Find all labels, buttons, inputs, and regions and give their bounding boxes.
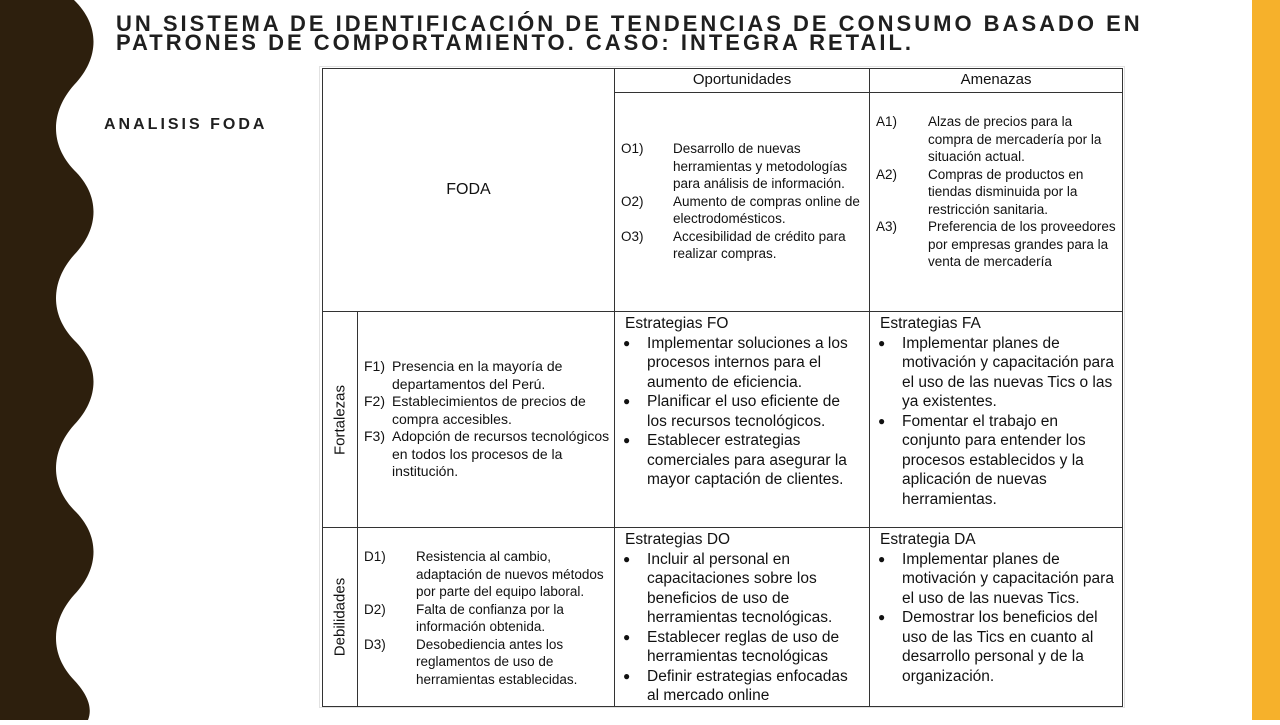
oportunidades-cell: [615, 93, 870, 312]
fortalezas-cell: [358, 312, 615, 528]
estrategia-fa-item: [876, 412, 1116, 510]
debilidad-item: [364, 636, 608, 689]
wavy-left-band: [0, 0, 100, 720]
oportunidad-code: O2): [621, 193, 644, 209]
debilidad-text: Resistencia al cambio, adaptación de nuevos métodos por parte del equipo laboral.: [416, 549, 604, 599]
wave-decoration: [0, 0, 100, 720]
oportunidad-code: O3): [621, 228, 644, 244]
fortaleza-code: F1): [364, 358, 385, 375]
slide-title: UN SISTEMA DE IDENTIFICACIÓN DE TENDENCIAS DE CONSUMO BASADO EN PATRONES DE COMPORTAMIENTO. CASO: INTEGRA RETAIL.: [116, 11, 1143, 55]
estrategia-fa-text: Fomentar el trabajo en conjunto para entender los procesos establecidos y la aplicación de nuevas herramientas.: [902, 412, 1086, 508]
estrategias-fa-cell: [870, 312, 1123, 528]
bullet-icon: ●: [623, 433, 631, 447]
header-oportunidades-label: Oportunidades: [692, 71, 792, 88]
foda-table: [322, 68, 1123, 707]
oportunidad-code: O1): [621, 141, 644, 156]
estrategia-fo-text: Establecer estrategias comerciales para asegurar la mayor captación de clientes.: [647, 432, 847, 488]
foda-corner-label: FODA: [446, 181, 491, 198]
bullet-icon: ●: [623, 335, 631, 350]
estrategia-da-text: Demostrar los beneficios del uso de las Tics en cuanto al desarrollo personal y de la organización.: [902, 609, 1098, 685]
estrategia-do-text: Establecer reglas de uso de herramientas tecnológicas: [647, 628, 840, 665]
estrategia-do-item: [621, 628, 863, 667]
debilidad-code: D1): [364, 549, 386, 564]
amenaza-code: A3): [876, 219, 898, 234]
oportunidad-text: Aumento de compras online de electrodomésticos.: [673, 193, 860, 226]
estrategia-do-text: Definir estrategias enfocadas al mercado online: [647, 667, 848, 704]
fortaleza-text: Presencia en la mayoría de departamentos del Perú.: [392, 358, 563, 392]
oportunidad-text: Accesibilidad de crédito para realizar compras.: [673, 228, 846, 261]
foda-image-frame: [319, 66, 1125, 708]
fortaleza-text: Establecimientos de precios de compra accesibles.: [392, 393, 586, 427]
bullet-icon: ●: [878, 335, 886, 350]
amenazas-cell: [870, 93, 1123, 312]
estrategias-da-cell: [870, 528, 1123, 707]
fortaleza-item: [364, 428, 610, 481]
estrategia-do-text: Incluir al personal en capacitaciones sobre los beneficios de uso de herramientas tecnológicas.: [647, 550, 833, 626]
estrategia-fo-item: [621, 431, 863, 490]
amenaza-code: A2): [876, 166, 898, 182]
estrategias-fo-title: Estrategias FO: [625, 315, 729, 332]
fortaleza-code: F3): [364, 428, 385, 445]
header-oportunidades: [615, 69, 870, 93]
bullet-icon: ●: [623, 394, 631, 408]
debilidad-text: Falta de confianza por la información obtenida.: [416, 601, 564, 634]
debilidad-item: [364, 601, 608, 636]
fortaleza-item: [364, 358, 610, 393]
estrategias-fa-title: Estrategias FA: [880, 315, 981, 332]
slide-subtitle: ANALISIS FODA: [104, 116, 268, 133]
fortaleza-item: [364, 393, 610, 428]
estrategia-fa-text: Implementar planes de motivación y capacitación para el uso de las nuevas Tics o las ya existentes.: [902, 334, 1114, 410]
estrategia-fo-item: [621, 334, 863, 393]
bullet-icon: ●: [878, 610, 886, 624]
debilidad-code: D3): [364, 636, 386, 652]
bullet-icon: ●: [623, 668, 631, 683]
estrategias-do-title: Estrategias DO: [625, 531, 731, 548]
amenaza-code: A1): [876, 114, 898, 129]
estrategia-da-item: [876, 550, 1116, 609]
row-label-fortalezas: [323, 312, 358, 528]
estrategias-do-cell: [615, 528, 870, 707]
debilidades-cell: [358, 528, 615, 707]
estrategia-fo-text: Planificar el uso eficiente de los recursos tecnológicos.: [647, 393, 841, 430]
oportunidad-item: [621, 193, 863, 228]
bullet-icon: ●: [623, 629, 631, 644]
estrategia-do-item: [621, 550, 863, 628]
fortaleza-code: F2): [364, 393, 385, 410]
debilidad-text: Desobediencia antes los reglamentos de uso de herramientas establecidas.: [416, 636, 578, 687]
estrategia-fo-text: Implementar soluciones a los procesos internos para el aumento de eficiencia.: [647, 334, 848, 391]
bullet-icon: ●: [878, 413, 886, 428]
row-label-fortalezas-text: Fortalezas: [331, 384, 349, 455]
estrategia-fa-item: [876, 334, 1116, 412]
amenaza-text: Alzas de precios para la compra de mercadería por la situación actual.: [928, 114, 1102, 164]
oportunidad-item: [621, 228, 863, 263]
oportunidad-item: [621, 140, 863, 193]
estrategia-do-item: [621, 667, 863, 706]
estrategias-da-title: Estrategia DA: [880, 531, 976, 548]
amenaza-item: [876, 218, 1116, 271]
estrategia-da-text: Implementar planes de motivación y capacitación para el uso de las nuevas Tics.: [902, 550, 1114, 607]
estrategia-fo-item: [621, 392, 863, 431]
bullet-icon: ●: [623, 551, 631, 566]
oportunidad-text: Desarrollo de nuevas herramientas y metodologías para análisis de información.: [673, 141, 848, 191]
fortaleza-text: Adopción de recursos tecnológicos en todos los procesos de la institución.: [392, 428, 610, 480]
amenaza-text: Compras de productos en tiendas disminuida por la restricción sanitaria.: [928, 166, 1084, 217]
row-label-debilidades-text: Debilidades: [331, 577, 349, 656]
header-amenazas-label: Amenazas: [960, 71, 1032, 88]
right-accent-band: [1252, 0, 1280, 720]
amenaza-item: [876, 113, 1116, 166]
amenaza-item: [876, 166, 1116, 219]
bullet-icon: ●: [878, 551, 886, 566]
estrategia-da-item: [876, 608, 1116, 686]
estrategias-fo-cell: [615, 312, 870, 528]
foda-corner-cell: [323, 69, 615, 312]
header-amenazas: [870, 69, 1123, 93]
debilidad-item: [364, 548, 608, 601]
debilidad-code: D2): [364, 601, 386, 617]
amenaza-text: Preferencia de los proveedores por empresas grandes para la venta de mercadería: [928, 219, 1116, 269]
row-label-debilidades: [323, 528, 358, 707]
